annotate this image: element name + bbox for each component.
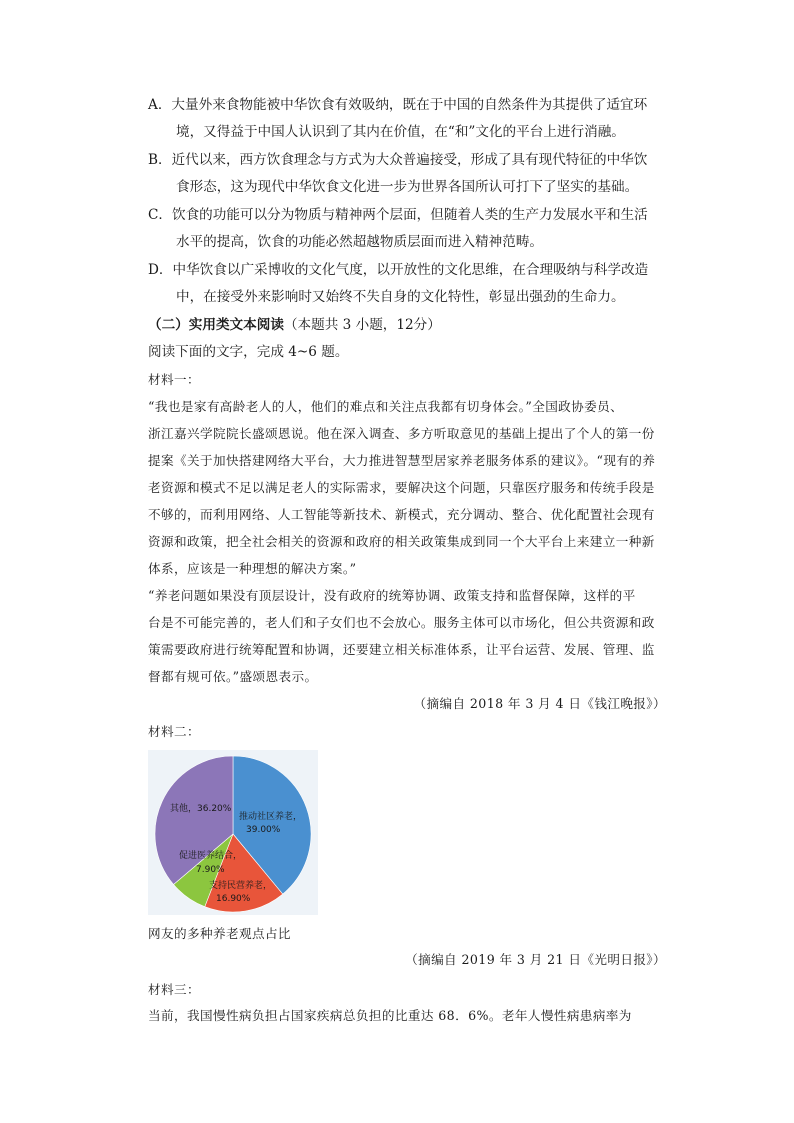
option-d-line2: 中，在接受外来影响时又始终不失自身的文化特性，彰显出强劲的生命力。 [176,289,625,305]
option-b-line2: 食形态，这为现代中华饮食文化进一步为世界各国所认可打下了坚实的基础。 [176,179,639,195]
material2-caption: 网友的多种养老观点占比 [148,926,291,941]
option-b-line1: B．近代以来，西方饮食理念与方式为大众普遍接受，形成了具有现代特征的中华饮 [148,152,648,168]
option-c-line1: C．饮食的功能可以分为物质与精神两个层面，但随着人类的生产力发展水平和生活 [148,207,648,223]
material1-label: 材料一： [148,372,200,387]
section-note: （本题共 3 小题，12分） [283,317,441,333]
section-heading [148,315,441,335]
material2-source: （摘编自 2019 年 3 月 21 日《光明日报》） [405,952,666,967]
section-instruction: 阅读下面的文字，完成 4~6 题。 [148,344,349,360]
material1-line: 体系，应该是一种理想的解决方案。” [148,561,357,576]
pie-slice-label: 促进医养结合， [179,851,243,861]
material1-line: 提案《关于加快搭建网络大平台，大力推进智慧型居家养老服务体系的建议》。“现有的养 [148,453,656,468]
material1-source: （摘编自 2018 年 3 月 4 日《钱江晚报》） [413,696,666,711]
pie-slice-label: 其他，36.20% [170,804,232,814]
pie-chart [148,750,318,915]
material1-line: “我也是家有高龄老人的人，他们的难点和关注点我都有切身体会。”全国政协委员、 [148,399,624,414]
option-c-line2: 水平的提高，饮食的功能必然超越物质层面而进入精神范畴。 [176,234,544,250]
material1-line: 不够的，而利用网络、人工智能等新技术、新模式，充分调动、整合、优化配置社会现有 [148,507,655,522]
pie-slice-label: 支持民营养老， [209,881,273,891]
material1-line: 老资源和模式不足以满足老人的实际需求，要解决这个问题，只靠医疗服务和传统手段是 [148,480,655,495]
pie-slice-label: 39.00% [246,825,281,835]
material3-line1: 当前，我国慢性病负担占国家疾病总负担的比重达 68．6%。老年人慢性病患病率为 [148,1008,632,1023]
material3-label: 材料三： [148,982,200,997]
material1-line: 资源和政策，把全社会相关的资源和政府的相关政策集成到同一个大平台上来建立一种新 [148,534,655,549]
material2-label: 材料二： [148,724,200,739]
pie-slice-label: 7.90% [196,865,225,875]
material1-line: 策需要政府进行统筹配置和协调，还要建立相关标准体系，让平台运营、发展、管理、监 [148,642,655,657]
pie-slice-label: 推动社区养老， [239,812,303,822]
option-a-line1: A．大量外来食物能被中华饮食有效吸纳，既在于中国的自然条件为其提供了适宜环 [148,97,648,113]
material1-line: 督都有规可依。”盛颂恩表示。 [148,669,318,684]
option-d-line1: D．中华饮食以广采博收的文化气度，以开放性的文化思维，在合理吸纳与科学改造 [148,262,649,278]
section-title: （二）实用类文本阅读 [148,317,284,333]
pie-chart-panel [148,750,318,915]
material1-line: 台是不可能完善的，老人们和子女们也不会放心。服务主体可以市场化，但公共资源和政 [148,615,655,630]
material1-line: 浙江嘉兴学院院长盛颂恩说。他在深入调查、多方听取意见的基础上提出了个人的第一份 [148,426,655,441]
material1-line: “养老问题如果没有顶层设计，没有政府的统筹协调、政策支持和监督保障，这样的平 [148,588,636,603]
pie-slice-label: 16.90% [216,894,251,904]
option-a-line2: 境，又得益于中国人认识到了其内在价值，在“和”文化的平台上进行消融。 [176,124,625,140]
